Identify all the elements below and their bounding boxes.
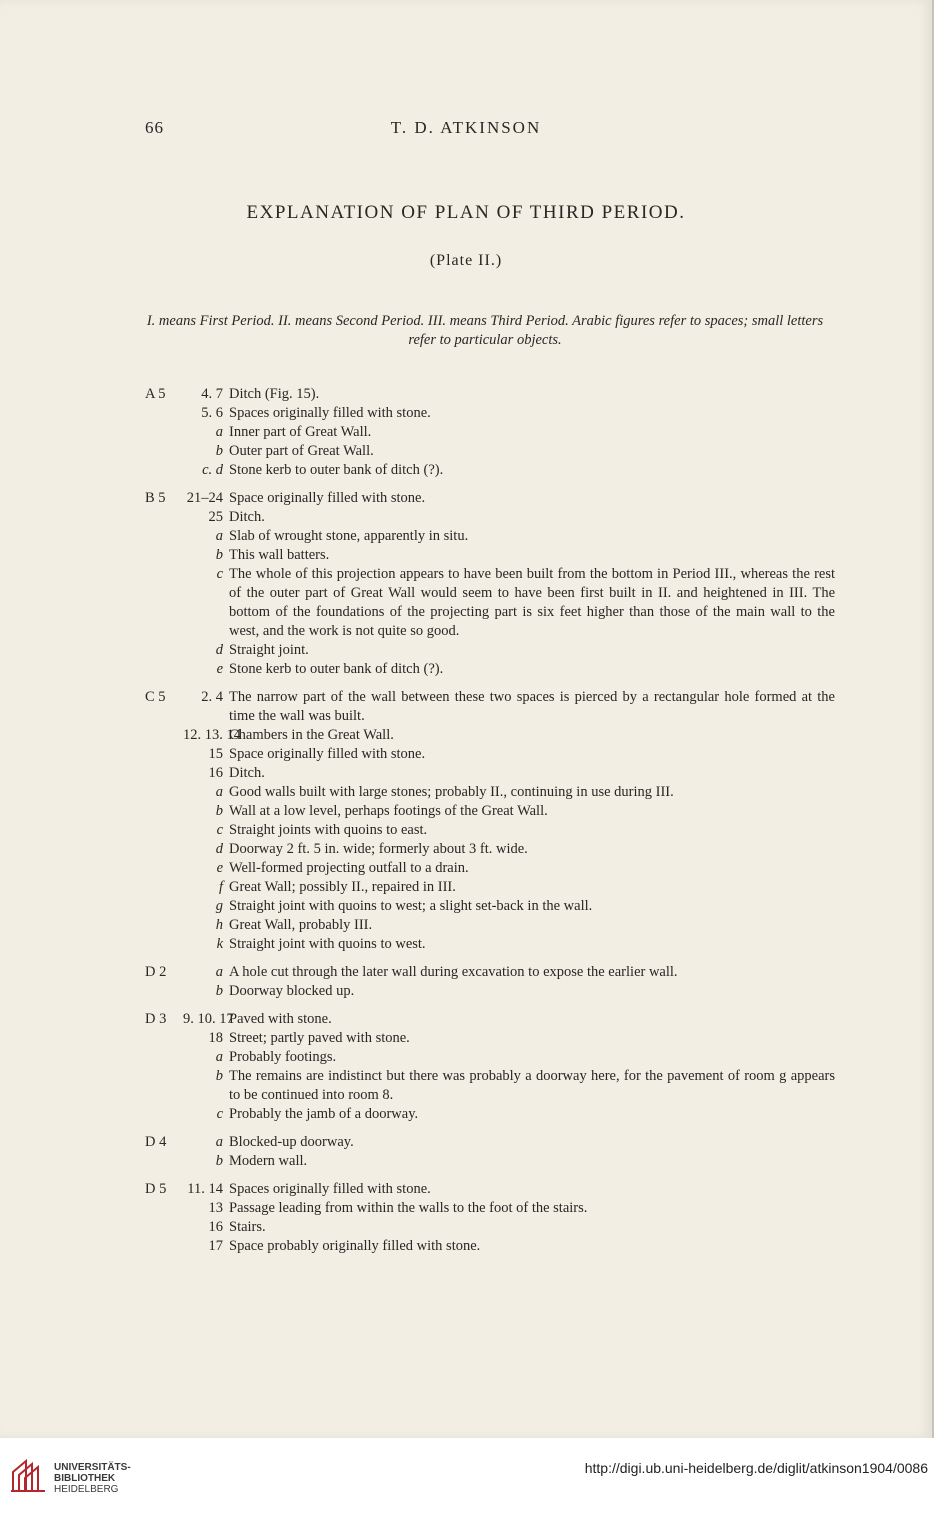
entry-key: 16 <box>208 1219 223 1235</box>
entry-group <box>145 963 835 1001</box>
legend-intro: I. means First Period. II. means Second Period. III. means Third Period. Arabic figures refer to spaces; small letters refer to particular objects. <box>146 313 824 348</box>
entry-text: Ditch. <box>229 765 265 781</box>
entry-section: D 5 <box>145 1181 167 1197</box>
entry-key: 15 <box>208 746 223 762</box>
entry-key: a <box>215 1049 223 1065</box>
entry-text: Street; partly paved with stone. <box>229 1030 410 1046</box>
entry-key: 21–24 <box>186 490 223 506</box>
entry-key: b <box>215 983 223 999</box>
entry-key: a <box>215 1134 223 1150</box>
entry-key: a <box>215 528 223 544</box>
entry-section <box>145 1048 183 1067</box>
entry-section <box>145 641 183 660</box>
entry-key: f <box>218 879 223 895</box>
entry-key: 11. 14 <box>187 1181 223 1197</box>
entry-key: c <box>216 566 223 582</box>
entry-key: a <box>215 784 223 800</box>
entry-row <box>145 802 835 821</box>
entry-key: d <box>215 642 223 658</box>
library-logo-text <box>54 1462 131 1495</box>
entry-text: This wall batters. <box>229 547 330 563</box>
entry-row <box>145 821 835 840</box>
entry-row <box>145 527 835 546</box>
entry-section <box>145 821 183 840</box>
entry-key: a <box>215 964 223 980</box>
entry-key: b <box>215 547 223 563</box>
entry-row <box>145 423 835 442</box>
entry-text: Spaces originally filled with stone. <box>229 405 431 421</box>
logo-line-2: BIBLIOTHEK <box>54 1473 116 1484</box>
entry-key: 17 <box>208 1238 223 1254</box>
entry-row <box>145 726 835 745</box>
entry-row <box>145 1029 835 1048</box>
entry-row <box>145 546 835 565</box>
library-logo-icon <box>10 1458 46 1494</box>
entry-row <box>145 1010 835 1029</box>
entry-row <box>145 1180 835 1199</box>
section-title: EXPLANATION OF PLAN OF THIRD PERIOD. <box>246 202 686 223</box>
entry-section: D 2 <box>145 964 167 980</box>
entry-row <box>145 745 835 764</box>
entry-text: Spaces originally filled with stone. <box>229 1181 431 1197</box>
entry-text: The narrow part of the wall between these two spaces is pierced by a rectangular hole formed at the time the wall was built. <box>229 689 835 724</box>
entry-row <box>145 1199 835 1218</box>
entry-row <box>145 840 835 859</box>
entry-row <box>145 565 835 641</box>
entry-key: b <box>215 803 223 819</box>
entry-text: The whole of this projection appears to have been built from the bottom in Period III., whereas the rest of the outer part of Great Wall would seem to have been first built in II. and heightened in III. The bottom of the foundations of the projecting part is six feet higher than those of the main wall to the west, and the work is not quite so good. <box>229 566 835 639</box>
entry-section <box>145 859 183 878</box>
entry-text: The remains are indistinct but there was probably a doorway here, for the pavement of room g appears to be continued into room 8. <box>229 1068 835 1103</box>
page-header <box>0 118 932 142</box>
entry-row <box>145 1218 835 1237</box>
entry-row <box>145 461 835 480</box>
entry-section: B 5 <box>145 490 166 506</box>
entry-section <box>145 442 183 461</box>
entry-row <box>145 1133 835 1152</box>
entry-row <box>145 641 835 660</box>
entry-section: A 5 <box>145 386 166 402</box>
explanation-list <box>145 385 835 1265</box>
entry-group <box>145 489 835 679</box>
plate-reference: (Plate II.) <box>429 252 503 269</box>
entry-text: Stone kerb to outer bank of ditch (?). <box>229 661 444 677</box>
entry-section <box>145 508 183 527</box>
entry-text: Stone kerb to outer bank of ditch (?). <box>229 462 444 478</box>
entry-section <box>145 897 183 916</box>
entry-group <box>145 385 835 480</box>
entry-text: Well-formed projecting outfall to a drain. <box>229 860 469 876</box>
entry-text: Straight joints with quoins to east. <box>229 822 428 838</box>
entry-section <box>145 745 183 764</box>
entry-text: Wall at a low level, perhaps footings of the Great Wall. <box>229 803 548 819</box>
entry-text: Good walls built with large stones; probably II., continuing in use during III. <box>229 784 674 800</box>
entry-row <box>145 859 835 878</box>
running-head: T. D. ATKINSON <box>390 118 542 137</box>
entry-section <box>145 726 183 745</box>
entry-key: h <box>215 917 223 933</box>
entry-text: Doorway blocked up. <box>229 983 355 999</box>
entry-row <box>145 1237 835 1256</box>
entry-section <box>145 565 183 641</box>
entry-key: b <box>215 1153 223 1169</box>
entry-section <box>145 935 183 954</box>
entry-text: Blocked-up doorway. <box>229 1134 354 1150</box>
entry-row <box>145 963 835 982</box>
entry-row <box>145 404 835 423</box>
entry-text: Paved with stone. <box>229 1011 332 1027</box>
entry-text: Probably footings. <box>229 1049 337 1065</box>
entry-text: Space originally filled with stone. <box>229 490 426 506</box>
entry-section <box>145 982 183 1001</box>
logo-line-1: UNIVERSITÄTS- <box>54 1462 131 1473</box>
entry-text: Passage leading from within the walls to the foot of the stairs. <box>229 1200 588 1216</box>
entry-group <box>145 1133 835 1171</box>
entry-text: Probably the jamb of a doorway. <box>229 1106 419 1122</box>
entry-text: Straight joint with quoins to west. <box>229 936 426 952</box>
page-number: 66 <box>145 118 164 137</box>
entry-section <box>145 764 183 783</box>
entry-group <box>145 1010 835 1124</box>
footer-bar <box>0 1448 942 1517</box>
entry-text: Great Wall, probably III. <box>229 917 373 933</box>
entry-section <box>145 546 183 565</box>
entry-section: C 5 <box>145 689 166 705</box>
entry-row <box>145 1152 835 1171</box>
entry-text: Ditch (Fig. 15). <box>229 386 320 402</box>
entry-section <box>145 802 183 821</box>
entry-section <box>145 527 183 546</box>
entry-key: b <box>215 1068 223 1084</box>
entry-key: 9. 10. 17 <box>183 1011 234 1027</box>
entry-text: Ditch. <box>229 509 265 525</box>
entry-section <box>145 916 183 935</box>
entry-key: e <box>216 860 223 876</box>
entry-key: 2. 4 <box>201 689 223 705</box>
entry-key: e <box>216 661 223 677</box>
entry-text: Outer part of Great Wall. <box>229 443 374 459</box>
entry-text: Great Wall; possibly II., repaired in III. <box>229 879 456 895</box>
entry-key: c. d <box>202 462 223 478</box>
entry-text: Slab of wrought stone, apparently in situ. <box>229 528 469 544</box>
entry-key: b <box>215 443 223 459</box>
entry-row <box>145 489 835 508</box>
entry-section <box>145 878 183 897</box>
entry-section <box>145 840 183 859</box>
entry-section <box>145 1237 183 1256</box>
entry-section <box>145 1218 183 1237</box>
entry-row <box>145 1048 835 1067</box>
entry-row <box>145 1105 835 1124</box>
entry-key: 12. 13. 14 <box>183 727 241 743</box>
entry-text: Straight joint. <box>229 642 309 658</box>
entry-row <box>145 442 835 461</box>
logo-line-3: HEIDELBERG <box>54 1484 119 1495</box>
source-url-link[interactable]: http://digi.ub.uni-heidelberg.de/diglit/atkinson1904/0086 <box>584 1460 928 1476</box>
entry-key: a <box>215 424 223 440</box>
entry-row <box>145 660 835 679</box>
entry-section <box>145 1105 183 1124</box>
entry-key: d <box>215 841 223 857</box>
entry-section <box>145 461 183 480</box>
entry-key: k <box>216 936 223 952</box>
entry-key: 13 <box>208 1200 223 1216</box>
entry-row <box>145 508 835 527</box>
entry-text: Straight joint with quoins to west; a slight set-back in the wall. <box>229 898 593 914</box>
entry-key: 18 <box>208 1030 223 1046</box>
entry-key: 16 <box>208 765 223 781</box>
entry-section <box>145 1067 183 1105</box>
entry-row <box>145 982 835 1001</box>
entry-key: 4. 7 <box>201 386 223 402</box>
entry-section <box>145 1152 183 1171</box>
entry-key: c <box>216 1106 223 1122</box>
entry-text: Inner part of Great Wall. <box>229 424 372 440</box>
entry-text: Doorway 2 ft. 5 in. wide; formerly about 3 ft. wide. <box>229 841 528 857</box>
entry-key: 5. 6 <box>201 405 223 421</box>
entry-section <box>145 783 183 802</box>
entry-section <box>145 423 183 442</box>
entry-row <box>145 916 835 935</box>
entry-section <box>145 1199 183 1218</box>
entry-row <box>145 935 835 954</box>
entry-row <box>145 688 835 726</box>
entry-row <box>145 897 835 916</box>
entry-group <box>145 1180 835 1256</box>
entry-key: 25 <box>208 509 223 525</box>
entry-key: c <box>216 822 223 838</box>
entry-text: Modern wall. <box>229 1153 308 1169</box>
entry-text: Stairs. <box>229 1219 266 1235</box>
entry-section: D 3 <box>145 1011 167 1027</box>
entry-text: Space originally filled with stone. <box>229 746 426 762</box>
entry-section <box>145 1029 183 1048</box>
entry-text: Space probably originally filled with stone. <box>229 1238 481 1254</box>
entry-section <box>145 660 183 679</box>
entry-section <box>145 404 183 423</box>
entry-row <box>145 764 835 783</box>
entry-section: D 4 <box>145 1134 167 1150</box>
entry-text: A hole cut through the later wall during excavation to expose the earlier wall. <box>229 964 678 980</box>
entry-row <box>145 878 835 897</box>
entry-group <box>145 688 835 954</box>
entry-text: Chambers in the Great Wall. <box>229 727 394 743</box>
entry-row <box>145 1067 835 1105</box>
entry-row <box>145 385 835 404</box>
entry-key: g <box>215 898 223 914</box>
entry-row <box>145 783 835 802</box>
